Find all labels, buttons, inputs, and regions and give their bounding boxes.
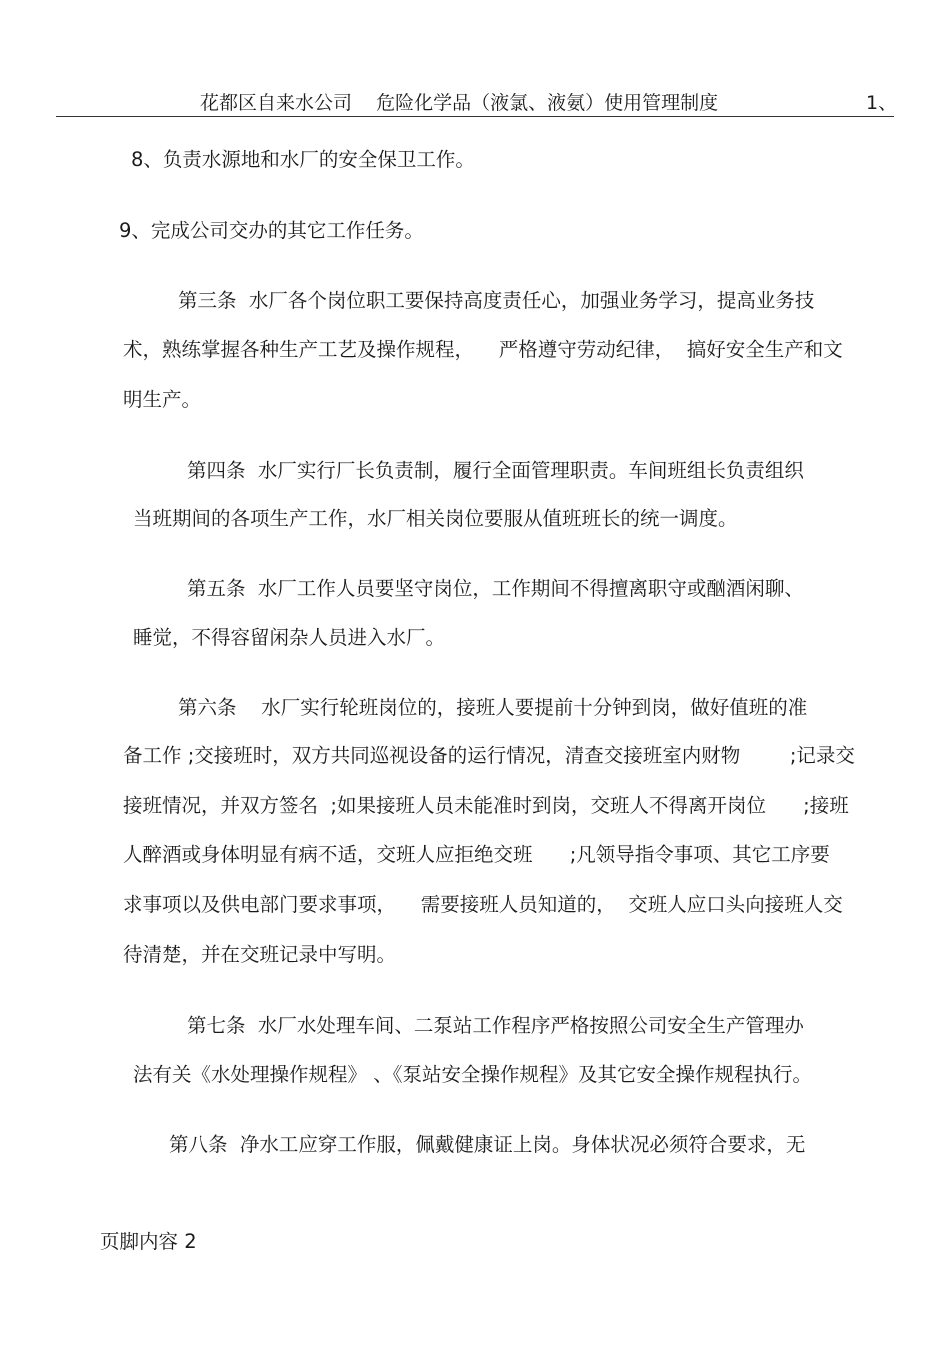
body-line: 接班情况，并双方签名 ;如果接班人员未能准时到岗，交班人不得离开岗位 ;接班 xyxy=(123,794,849,817)
body-line: 第七条 水厂水处理车间、二泵站工作程序严格按照公司安全生产管理办 xyxy=(187,1014,804,1037)
header-divider xyxy=(56,116,894,117)
body-line: 明生产。 xyxy=(123,388,202,411)
body-line: 术，熟练掌握各种生产工艺及操作规程， 严格遵守劳动纪律， 搞好安全生产和文 xyxy=(123,338,843,361)
body-line: 第三条 水厂各个岗位职工要保持高度责任心，加强业务学习，提高业务技 xyxy=(178,289,815,312)
body-line: 待清楚，并在交班记录中写明。 xyxy=(123,943,397,966)
body-line: 睡觉，不得容留闲杂人员进入水厂。 xyxy=(133,626,446,649)
body-line: 求事项以及供电部门要求事项， 需要接班人员知道的， 交班人应口头向接班人交 xyxy=(123,893,843,916)
body-line: 备工作 ;交接班时，双方共同巡视设备的运行情况，清查交接班室内财物 ;记录交 xyxy=(123,744,855,767)
body-line: 法有关《水处理操作规程》 、《泵站安全操作规程》及其它安全操作规程执行。 xyxy=(133,1063,812,1086)
body-line: 当班期间的各项生产工作，水厂相关岗位要服从值班班长的统一调度。 xyxy=(133,507,738,530)
page-header-title: 花都区自来水公司 危险化学品（液氯、液氨）使用管理制度 xyxy=(200,92,719,114)
body-line: 第四条 水厂实行厂长负责制，履行全面管理职责。车间班组长负责组织 xyxy=(187,459,804,482)
body-line: 第八条 净水工应穿工作服，佩戴健康证上岗。身体状况必须符合要求，无 xyxy=(169,1133,806,1156)
body-line: 8、负责水源地和水厂的安全保卫工作。 xyxy=(131,148,475,171)
page-header-number: 1、 xyxy=(866,92,898,114)
body-line: 第五条 水厂工作人员要坚守岗位，工作期间不得擅离职守或酗酒闲聊、 xyxy=(187,577,804,600)
body-line: 人醉酒或身体明显有病不适，交班人应拒绝交班 ;凡领导指令事项、其它工序要 xyxy=(123,843,830,866)
page-footer: 页脚内容 2 xyxy=(100,1230,197,1253)
body-line: 第六条 水厂实行轮班岗位的，接班人要提前十分钟到岗，做好值班的准 xyxy=(178,696,808,719)
body-line: 9、完成公司交办的其它工作任务。 xyxy=(119,219,424,242)
